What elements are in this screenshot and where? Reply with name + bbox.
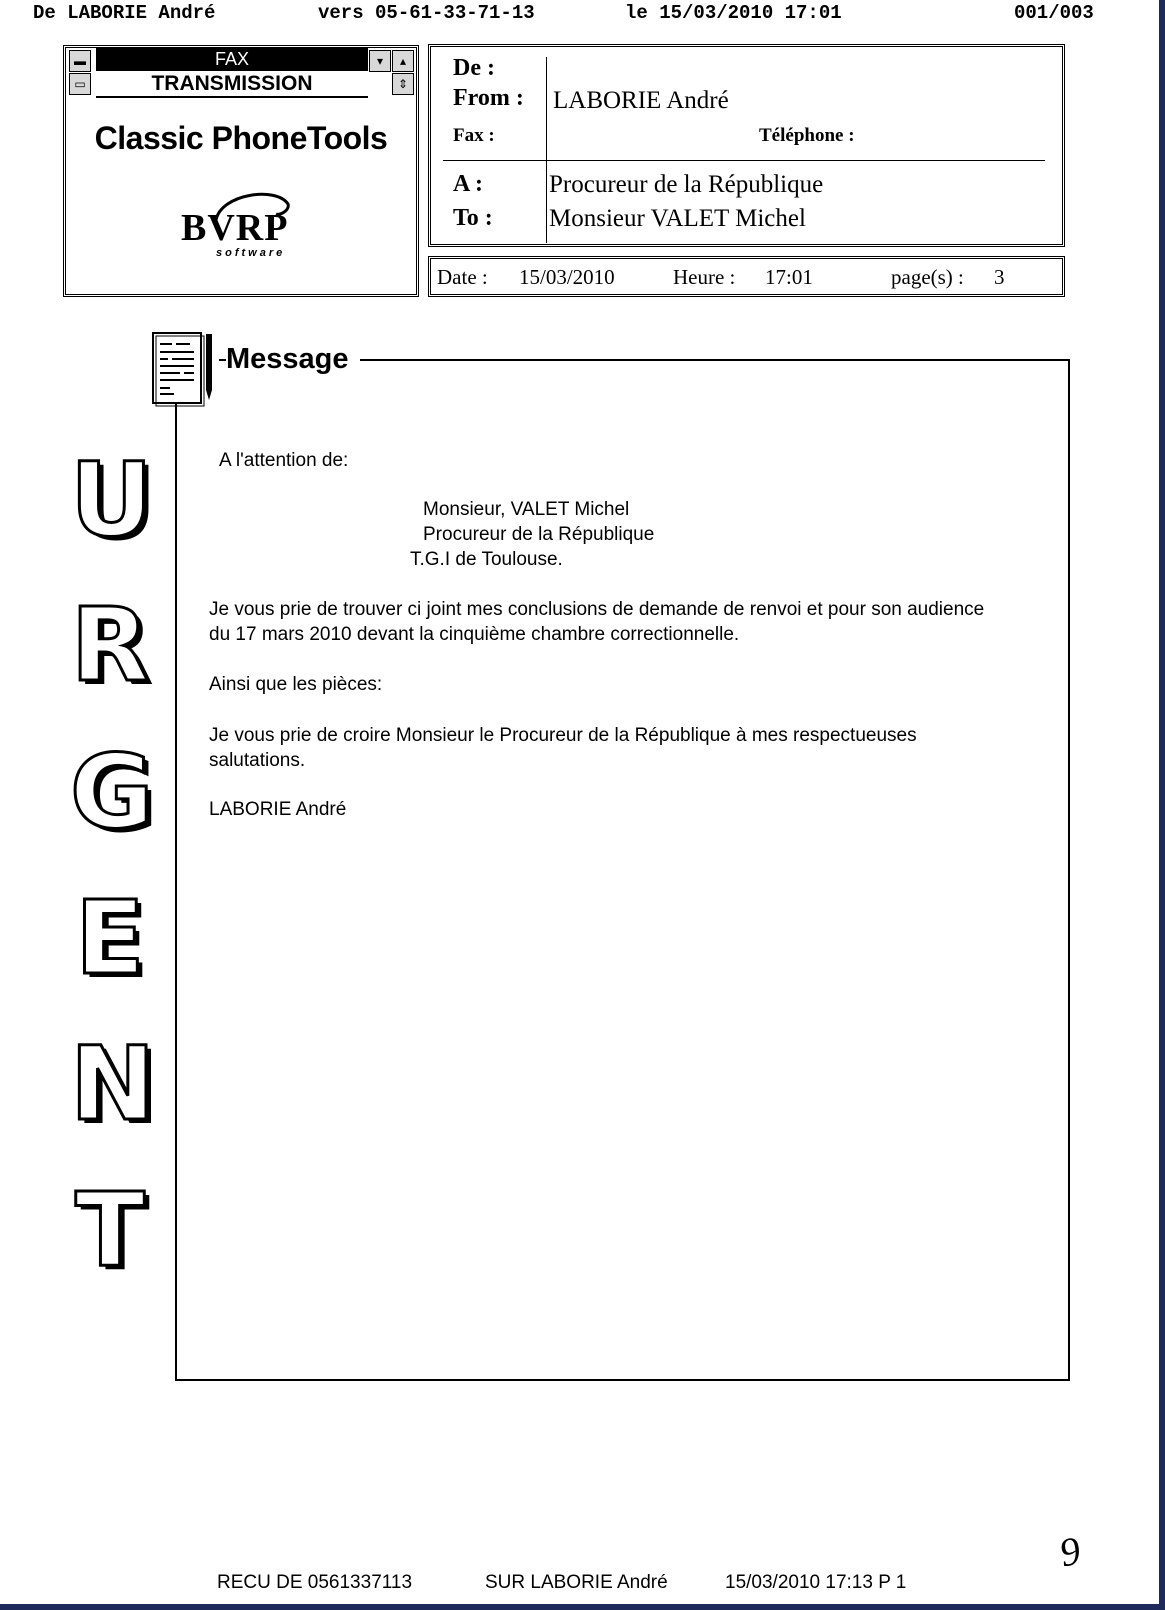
window-bar bbox=[66, 48, 416, 98]
date-value: 15/03/2010 bbox=[519, 265, 615, 289]
paragraph2: Ainsi que les pièces: bbox=[209, 674, 383, 695]
header-pages: 001/003 bbox=[1014, 2, 1094, 24]
message-frame-top bbox=[360, 359, 1070, 361]
window-title: FAX bbox=[96, 48, 368, 71]
urgent-letter-u: U bbox=[70, 441, 153, 560]
from-label: From : bbox=[453, 85, 524, 111]
notepad-icon bbox=[150, 330, 220, 408]
page-edge-bottom bbox=[0, 1604, 1165, 1610]
footer-datetime: 15/03/2010 17:13 P 1 bbox=[725, 1572, 907, 1593]
recipient-line1: Procureur de la République bbox=[549, 171, 824, 198]
brand-logo: BVRP bbox=[181, 207, 289, 249]
address-box bbox=[428, 44, 1065, 247]
fax-label: Fax : bbox=[453, 125, 495, 146]
doc-menu-icon: ▭ bbox=[69, 73, 91, 95]
page-edge-right bbox=[1159, 0, 1165, 1610]
addressee-line1: Monsieur, VALET Michel bbox=[423, 499, 630, 520]
handwritten-page-number: 9 bbox=[1055, 1527, 1085, 1576]
address-divider-vertical bbox=[546, 57, 547, 243]
urgent-letter-g: G bbox=[70, 733, 154, 852]
header-to: vers 05-61-33-71-13 bbox=[318, 2, 535, 24]
minimize-icon: ▾ bbox=[369, 50, 391, 72]
a-label: A : bbox=[453, 171, 483, 197]
paragraph1-line1: Je vous prie de trouver ci joint mes conclusions de demande de renvoi et pour son audience bbox=[209, 599, 985, 620]
pages-label: page(s) : bbox=[891, 265, 964, 289]
recipient-line2: Monsieur VALET Michel bbox=[549, 205, 806, 232]
footer-received: RECU DE 0561337113 bbox=[217, 1572, 413, 1593]
date-label: Date : bbox=[437, 265, 488, 289]
sender-name: LABORIE André bbox=[553, 87, 729, 114]
addressee-line3: T.G.I de Toulouse. bbox=[410, 549, 563, 570]
window-menu-icon: ▬ bbox=[69, 50, 91, 72]
time-value: 17:01 bbox=[765, 265, 813, 289]
phone-label: Téléphone : bbox=[759, 125, 855, 146]
pages-value: 3 bbox=[994, 265, 1005, 289]
urgent-letter-n: N bbox=[70, 1025, 156, 1144]
header-from: De LABORIE André bbox=[33, 2, 216, 24]
address-divider-horizontal bbox=[443, 160, 1045, 161]
paragraph3-line1: Je vous prie de croire Monsieur le Procureur de la République à mes respectueuses bbox=[209, 725, 917, 746]
paragraph1-line2: du 17 mars 2010 devant la cinquième chambre correctionnelle. bbox=[209, 624, 740, 645]
header-date: le 15/03/2010 17:01 bbox=[625, 2, 842, 24]
signature: LABORIE André bbox=[209, 799, 347, 820]
attention-line: A l'attention de: bbox=[219, 450, 349, 471]
logo-box bbox=[63, 45, 419, 297]
urgent-letter-t: T bbox=[75, 1171, 145, 1290]
brand-sub: software bbox=[216, 247, 286, 259]
message-title: Message bbox=[226, 343, 353, 376]
urgent-letter-r: R bbox=[70, 586, 150, 705]
paragraph3-line2: salutations. bbox=[209, 750, 306, 771]
date-box bbox=[428, 256, 1065, 297]
addressee-line2: Procureur de la République bbox=[423, 524, 655, 545]
maximize-icon: ▴ bbox=[392, 50, 414, 72]
footer-on: SUR LABORIE André bbox=[485, 1572, 668, 1593]
to-label: To : bbox=[453, 205, 493, 231]
de-label: De : bbox=[453, 55, 495, 81]
time-label: Heure : bbox=[673, 265, 736, 289]
urgent-letter-e: E bbox=[75, 879, 145, 998]
restore-icon: ⇕ bbox=[392, 73, 414, 95]
app-name: Classic PhoneTools bbox=[94, 120, 388, 156]
window-subtitle: TRANSMISSION bbox=[96, 71, 368, 98]
